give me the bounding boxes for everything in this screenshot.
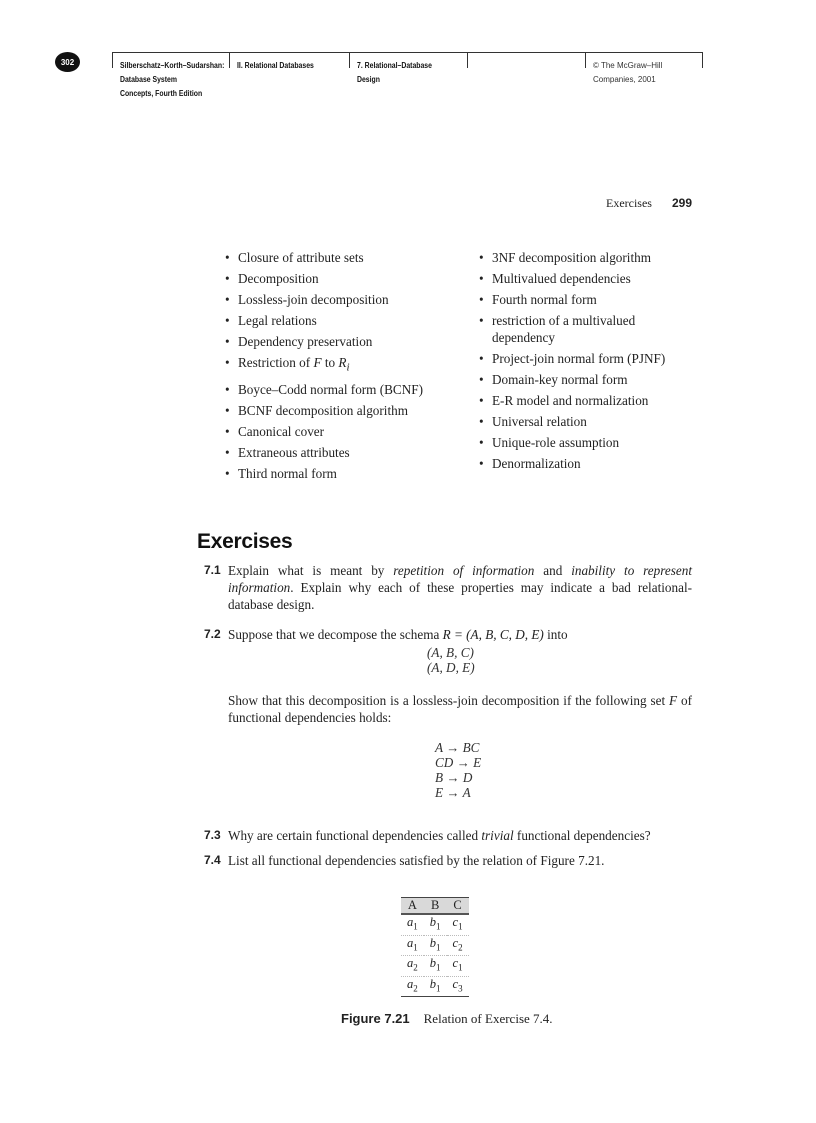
text: Show that this decomposition is a lossless-join decomposition if the following set (228, 693, 670, 708)
term-item: • BCNF decomposition algorithm (225, 402, 465, 419)
exercise-number: 7.4 (204, 853, 221, 867)
term-item: • restriction of a multivalued dependency (479, 312, 699, 346)
section-title: Exercises (197, 530, 293, 553)
text: functional dependencies? (513, 828, 651, 843)
emphasis: repetition of information (393, 563, 535, 578)
term-item: • Universal relation (479, 413, 699, 430)
term-item: • Decomposition (225, 270, 465, 287)
exercise-text: List all functional dependencies satisfied by the relation of Figure 7.21. (228, 853, 605, 868)
table-row (401, 935, 469, 956)
column-header: A (401, 898, 424, 915)
table-cell: $c_2$ (447, 935, 469, 956)
exercise-text (228, 626, 692, 643)
table-cell: $c_1$ (447, 914, 469, 935)
header-divider (349, 52, 350, 68)
page-number-badge: 302 (55, 52, 80, 72)
header-line: Concepts, Fourth Edition (120, 89, 203, 98)
header-line: II. Relational Databases (237, 61, 314, 70)
functional-dependencies (435, 740, 481, 800)
term-item: • Denormalization (479, 455, 699, 472)
fd-line: A → BC (435, 740, 480, 755)
figure-label: Figure 7.21 (341, 1011, 410, 1026)
relation-table (401, 897, 469, 997)
header-book-title (120, 59, 224, 101)
header-line: 7. Relational–Database (357, 61, 432, 70)
term-item: • 3NF decomposition algorithm (479, 249, 699, 266)
header-line: © The McGraw–Hill (593, 61, 663, 70)
figure-caption (341, 1011, 553, 1027)
table-cell: $c_3$ (447, 976, 469, 997)
text: . Explain why each of these properties may indicate a bad relational-database design. (228, 580, 692, 612)
running-head-section: Exercises (605, 196, 652, 210)
term-item: • Third normal form (225, 465, 465, 482)
header-line: Design (357, 75, 380, 84)
table-cell: $a_1$ (401, 914, 424, 935)
schema-expression: R = (A, B, C, D, E) (442, 627, 544, 642)
term-item: • Legal relations (225, 312, 465, 329)
column-header: C (447, 898, 469, 915)
running-head (606, 196, 692, 211)
term-item-restriction: • Restriction of F to $R_i$ (225, 354, 465, 377)
review-terms-right (479, 249, 699, 476)
header-divider (467, 52, 468, 68)
relation-schema: (A, B, C) (427, 645, 474, 660)
term-item: • Lossless-join decomposition (225, 291, 465, 308)
exercise-7-3 (204, 827, 692, 844)
exercise-text (228, 827, 692, 844)
text: into (543, 627, 568, 642)
header-divider (585, 52, 586, 68)
table-row (401, 914, 469, 935)
term-item: • Project-join normal form (PJNF) (479, 350, 699, 367)
term-item: • Unique-role assumption (479, 434, 699, 451)
fd-line: CD → E (435, 755, 482, 770)
header-chapter-title (357, 59, 432, 87)
exercise-number: 7.1 (204, 563, 221, 577)
text: Explain what is meant by (228, 563, 394, 578)
term-item: • Dependency preservation (225, 333, 465, 350)
term-item: • Domain-key normal form (479, 371, 699, 388)
exercise-7-4 (204, 852, 692, 869)
term-item: • Closure of attribute sets (225, 249, 465, 266)
header-divider (702, 52, 703, 68)
exercise-7-2-continued (204, 692, 692, 726)
term-item: • Extraneous attributes (225, 444, 465, 461)
relation-schema: (A, D, E) (427, 660, 475, 675)
header-divider (229, 52, 230, 68)
exercise-text (228, 692, 692, 726)
header-line: Silberschatz–Korth–Sudarshan: (120, 61, 225, 70)
table-cell: $c_1$ (447, 956, 469, 977)
text: of functional dependencies holds: (228, 693, 692, 725)
exercise-number: 7.2 (204, 627, 221, 641)
running-head-page: 299 (671, 196, 692, 210)
text: Suppose that we decompose the schema (228, 627, 443, 642)
table-row (401, 956, 469, 977)
table-header-row (401, 898, 469, 915)
term-item: • Canonical cover (225, 423, 465, 440)
emphasis: F (669, 693, 678, 708)
figure-caption-text: Relation of Exercise 7.4. (423, 1011, 553, 1026)
table-cell: $b_1$ (424, 935, 447, 956)
exercise-7-1 (204, 562, 692, 613)
table-cell: $b_1$ (424, 914, 447, 935)
column-header: B (424, 898, 447, 915)
emphasis: inability to represent information (228, 563, 692, 595)
header-part-title (237, 59, 314, 73)
text: Why are certain functional dependencies called (228, 828, 482, 843)
review-terms-left (225, 249, 465, 486)
term-item: • Fourth normal form (479, 291, 699, 308)
table-cell: $a_2$ (401, 976, 424, 997)
table-cell: $b_1$ (424, 976, 447, 997)
exercise-text (228, 562, 692, 613)
text: and (534, 563, 572, 578)
header-line: Database System (120, 75, 177, 84)
header-line: Companies, 2001 (593, 75, 656, 84)
term-item: • Multivalued dependencies (479, 270, 699, 287)
header-divider (112, 52, 113, 68)
decomposition-list (427, 645, 475, 675)
fd-line: B → D (435, 770, 473, 785)
fd-line: E → A (435, 785, 471, 800)
table-row (401, 976, 469, 997)
header-copyright (593, 59, 662, 87)
exercise-number: 7.3 (204, 828, 221, 842)
table-cell: $a_2$ (401, 956, 424, 977)
exercise-7-2 (204, 626, 692, 643)
term-item: • Boyce–Codd normal form (BCNF) (225, 381, 465, 398)
table-cell: $a_1$ (401, 935, 424, 956)
table-cell: $b_1$ (424, 956, 447, 977)
emphasis: trivial (481, 828, 514, 843)
term-item: • E-R model and normalization (479, 392, 699, 409)
